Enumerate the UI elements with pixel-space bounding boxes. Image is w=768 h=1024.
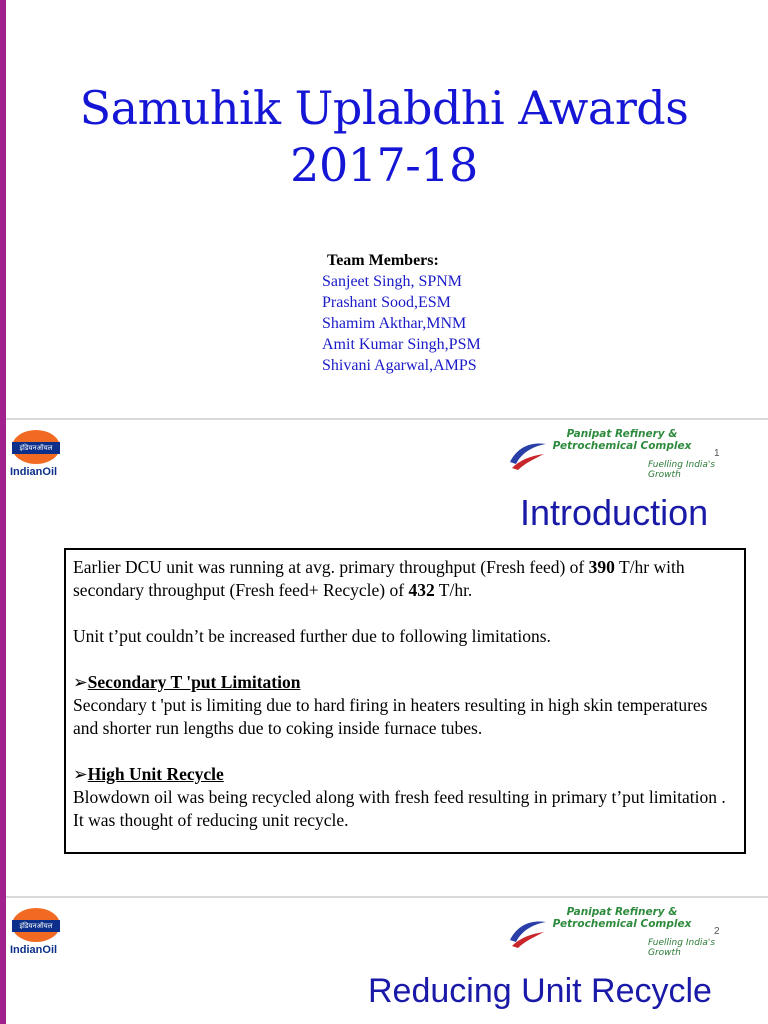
indianoil-logo-text: IndianOil [10,944,58,956]
slide-left-bar [0,896,6,1024]
awards-title-line1: Samuhik Uplabdhi Awards [79,81,689,135]
team-members-heading: Team Members: [327,252,439,269]
team-member: Amit Kumar Singh,PSM [322,336,481,353]
slide-introduction [0,418,768,896]
indianoil-emblem-icon: इंडियनऑयल [12,430,60,464]
arrow-bullet-icon: ➢ [73,672,88,692]
complex-name: Panipat Refinery & Petrochemical Complex [552,428,692,452]
team-member: Prashant Sood,ESM [322,294,451,311]
complex-tagline: Fuelling India's Growth [648,460,716,480]
complex-tagline: Fuelling India's Growth [648,938,716,958]
intro-paragraph: Earlier DCU unit was running at avg. primary throughput (Fresh feed) of 390 T/hr with secondary throughput (Fresh feed+ Recycle) of 432 T/hr. [73,557,685,600]
slide-divider [0,896,768,898]
slide-heading: Reducing Unit Recycle [368,972,712,1010]
indianoil-emblem-icon: इंडियनऑयल [12,908,60,942]
slide-heading: Introduction [520,492,709,533]
indianoil-logo [10,908,62,956]
slide-left-bar [0,0,6,418]
panipat-complex-logo [508,906,740,958]
high-recycle-heading: ➢High Unit Recycle [73,764,224,784]
page-number: 2 [714,926,720,937]
limitations-paragraph: Unit t’put couldn’t be increased further due to following limitations. [73,626,551,646]
awards-title-line2: 2017-18 [290,138,478,192]
introduction-content-box [64,548,746,854]
slide-reducing-recycle [0,896,768,1024]
team-member: Sanjeet Singh, SPNM [322,273,463,290]
complex-name: Panipat Refinery & Petrochemical Complex [552,906,692,930]
team-member: Shamim Akthar,MNM [322,315,467,332]
secondary-tput-heading: ➢Secondary T 'put Limitation [73,672,301,692]
secondary-tput-paragraph: Secondary t 'put is limiting due to hard firing in heaters resulting in high skin temperatures and shorter run lengths due to coking inside furnace tubes. [73,695,708,738]
panipat-complex-logo [508,428,740,480]
slide-title [0,0,768,418]
indianoil-logo [10,430,62,478]
slide-divider [0,418,768,420]
team-member: Shivani Agarwal,AMPS [322,357,477,374]
high-recycle-paragraph: Blowdown oil was being recycled along with fresh feed resulting in primary t’put limitation . It was thought of reducing unit recycle. [73,787,726,830]
page-number: 1 [714,448,720,459]
indianoil-logo-text: IndianOil [10,466,58,478]
slide-left-bar [0,418,6,896]
arrow-bullet-icon: ➢ [73,764,88,784]
